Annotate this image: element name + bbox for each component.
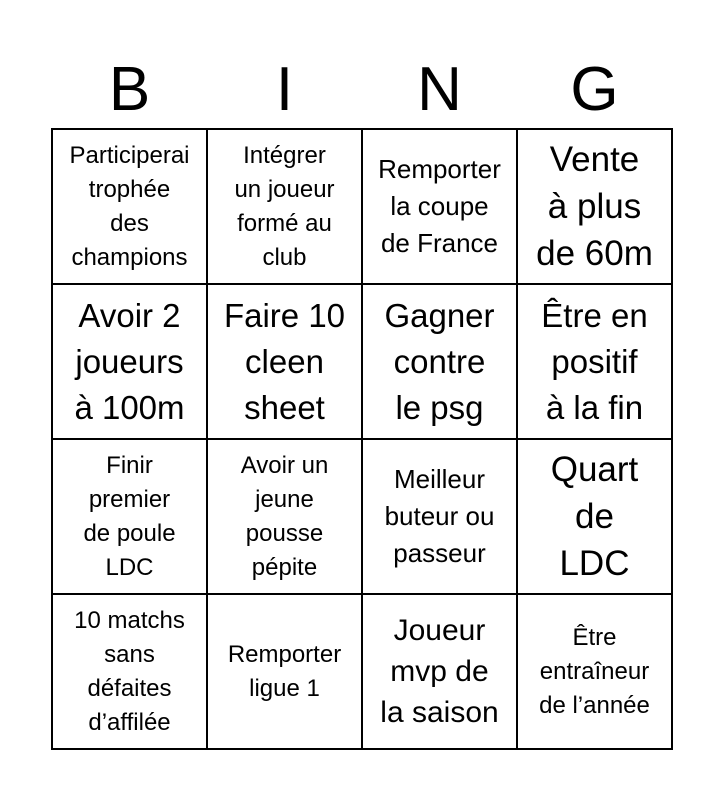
bingo-cell[interactable] (208, 595, 363, 750)
cell-text: Gagner contre le psg (384, 296, 495, 426)
bingo-cell[interactable] (208, 130, 363, 285)
bingo-cell[interactable] (518, 285, 673, 440)
bingo-cell[interactable] (518, 440, 673, 595)
bingo-cell[interactable] (363, 130, 518, 285)
bingo-cell[interactable] (53, 130, 208, 285)
cell-text: Remporter ligue 1 (227, 640, 342, 702)
bingo-grid (51, 128, 673, 750)
header-letter-n: N (417, 55, 462, 124)
cell-text: Être en positif à la fin (541, 296, 648, 426)
cell-text: Participerai trophée des champions (69, 141, 190, 271)
cell-text: 10 matchs sans défaites d’affilée (74, 606, 185, 736)
bingo-cell[interactable] (208, 440, 363, 595)
bingo-cell[interactable] (363, 285, 518, 440)
bingo-cell[interactable] (518, 130, 673, 285)
cell-text: Avoir un jeune pousse pépite (240, 451, 329, 581)
cell-text: Faire 10 cleen sheet (223, 296, 346, 426)
cell-text: Remporter la coupe de France (378, 154, 501, 258)
bingo-header (52, 52, 672, 128)
cell-text: Joueur mvp de la saison (380, 614, 499, 729)
cell-text: Quart de LDC (550, 450, 639, 583)
cell-text: Finir premier de poule LDC (83, 451, 176, 581)
bingo-cell[interactable] (208, 285, 363, 440)
cell-text: Avoir 2 joueurs à 100m (74, 296, 185, 426)
header-letter-g: G (570, 55, 619, 124)
bingo-cell[interactable] (363, 440, 518, 595)
cell-text: Être entraîneur de l’année (539, 623, 650, 719)
bingo-cell[interactable] (53, 285, 208, 440)
bingo-cell[interactable] (518, 595, 673, 750)
bingo-cell[interactable] (53, 595, 208, 750)
cell-text: Vente à plus de 60m (536, 140, 653, 273)
cell-text: Intégrer un joueur formé au club (234, 141, 335, 271)
bingo-cell[interactable] (363, 595, 518, 750)
header-letter-i: I (275, 55, 294, 124)
header-letter-b: B (108, 55, 151, 124)
bingo-cell[interactable] (53, 440, 208, 595)
cell-text: Meilleur buteur ou passeur (384, 464, 495, 568)
